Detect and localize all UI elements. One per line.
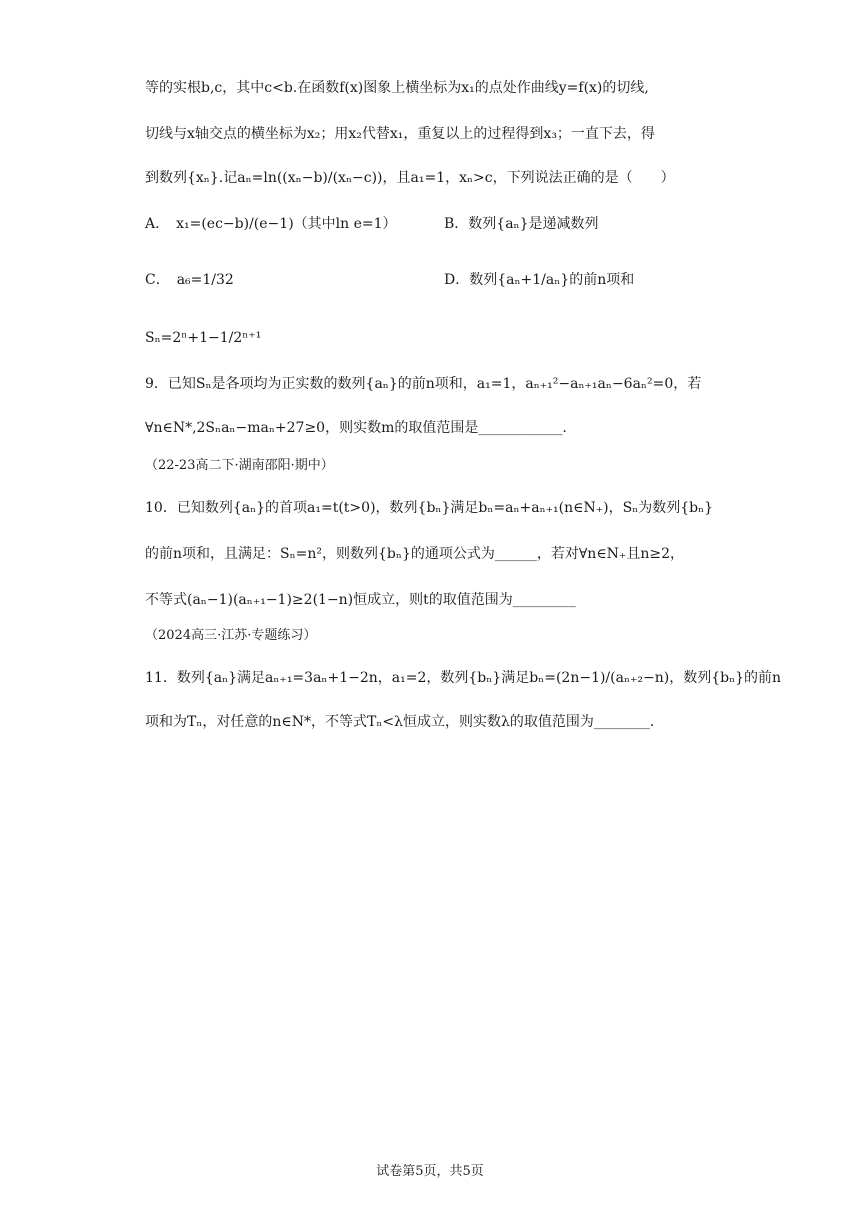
q11-line-1: 11．数列{aₙ}满足aₙ₊₁=3aₙ+1−2n，a₁=2，数列{bₙ}满足bₙ=(2n−1)/(aₙ₊₂−n)，数列{bₙ}的前n: [145, 670, 782, 686]
q8-option-d: D．数列{aₙ+1/aₙ}的前n项和: [444, 272, 635, 288]
page-footer: 试卷第5页，共5页: [376, 1164, 484, 1179]
q10-line-3: 不等式(aₙ−1)(aₙ₊₁−1)≥2(1−n)恒成立，则t的取值范围为_________: [145, 592, 576, 608]
q10-source: （22-23高二下·湖南邵阳·期中）: [145, 458, 334, 473]
q8-line-3: 到数列{xₙ}.记aₙ=ln((xₙ−b)/(xₙ−c))，且a₁=1，xₙ>c，下列说法正确的是（ ）: [145, 170, 675, 186]
q9-line-2: ∀n∈N*,2Sₙaₙ−maₙ+27≥0，则实数m的取值范围是____________.: [145, 420, 567, 436]
q8-line-2: 切线与x轴交点的横坐标为x₂；用x₂代替x₁，重复以上的过程得到x₃；一直下去，得: [145, 126, 655, 142]
q10-line-2: 的前n项和，且满足：Sₙ=n²，则数列{bₙ}的通项公式为______，若对∀n∈N₊且n≥2，: [145, 546, 684, 562]
q9-line-1: 9．已知Sₙ是各项均为正实数的数列{aₙ}的前n项和，a₁=1，aₙ₊₁²−aₙ₊₁aₙ−6aₙ²=0，若: [145, 376, 702, 392]
q8-option-d-continuation: Sₙ=2ⁿ+1−1/2ⁿ⁺¹: [145, 330, 262, 346]
q8-line-1: 等的实根b,c，其中c<b.在函数f(x)图象上横坐标为x₁的点处作曲线y=f(x)的切线,: [145, 80, 649, 96]
q8-option-b: B．数列{aₙ}是递减数列: [444, 216, 599, 232]
q11-source: （2024高三·江苏·专题练习）: [145, 628, 317, 643]
q8-option-c: C． a₆=1/32: [145, 272, 234, 288]
q8-option-a: A． x₁=(ec−b)/(e−1)（其中ln e=1）: [145, 216, 397, 232]
q10-line-1: 10．已知数列{aₙ}的首项a₁=t(t>0)，数列{bₙ}满足bₙ=aₙ+aₙ₊₁(n∈N₊)，Sₙ为数列{bₙ}: [145, 500, 714, 516]
q11-line-2: 项和为Tₙ，对任意的n∈N*，不等式Tₙ<λ恒成立，则实数λ的取值范围为________.: [145, 714, 655, 730]
